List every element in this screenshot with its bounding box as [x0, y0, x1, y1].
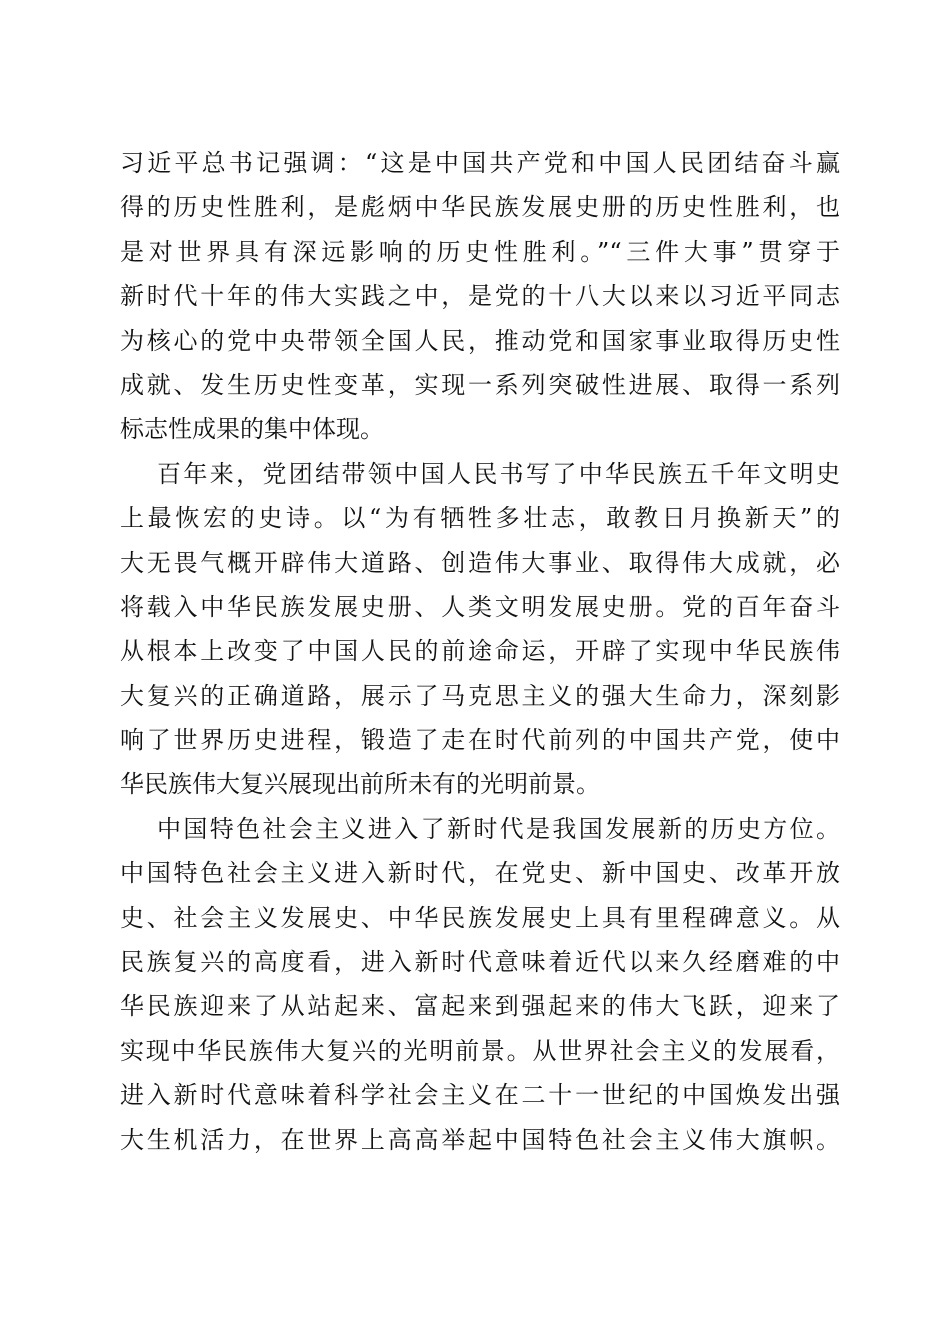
- paragraph-line: 大生机活力，在世界上高高举起中国特色社会主义伟大旗帜。: [120, 1125, 840, 1154]
- paragraph-line: 大无畏气概开辟伟大道路、创造伟大事业、取得伟大成就，必: [120, 548, 840, 577]
- paragraph-line: 上最恢宏的史诗。以“为有牺牲多壮志，敢教日月换新天”的: [120, 504, 840, 533]
- paragraph-2: [120, 452, 840, 807]
- paragraph-line: 实现中华民族伟大复兴的光明前景。从世界社会主义的发展看，: [120, 1036, 840, 1065]
- paragraph-line: 华民族迎来了从站起来、富起来到强起来的伟大飞跃，迎来了: [120, 992, 840, 1021]
- paragraph-line: 百年来，党团结带领中国人民书写了中华民族五千年文明史: [157, 459, 840, 488]
- paragraph-line: 为核心的党中央带领全国人民，推动党和国家事业取得历史性: [120, 326, 840, 355]
- document-body: [120, 141, 840, 1162]
- paragraph-line: 标志性成果的集中体现。: [120, 415, 384, 444]
- paragraph-line: 中国特色社会主义进入新时代，在党史、新中国史、改革开放: [120, 859, 840, 888]
- paragraph-line: 得的历史性胜利，是彪炳中华民族发展史册的历史性胜利，也: [120, 193, 840, 222]
- paragraph-line: 中国特色社会主义进入了新时代是我国发展新的历史方位。: [157, 814, 840, 843]
- paragraph-line: 响了世界历史进程，锻造了走在时代前列的中国共产党，使中: [120, 726, 840, 755]
- paragraph-line: 将载入中华民族发展史册、人类文明发展史册。党的百年奋斗: [120, 592, 840, 621]
- paragraph-1: [120, 141, 840, 452]
- paragraph-line: 成就、发生历史性变革，实现一系列突破性进展、取得一系列: [120, 370, 840, 399]
- paragraph-line: 习近平总书记强调：“这是中国共产党和中国人民团结奋斗赢: [120, 149, 840, 177]
- paragraph-3: [120, 807, 840, 1162]
- paragraph-line: 史、社会主义发展史、中华民族发展史上具有里程碑意义。从: [120, 903, 840, 932]
- paragraph-line: 新时代十年的伟大实践之中，是党的十八大以来以习近平同志: [120, 282, 840, 311]
- paragraph-line: 华民族伟大复兴展现出前所未有的光明前景。: [120, 770, 600, 799]
- paragraph-line: 从根本上改变了中国人民的前途命运，开辟了实现中华民族伟: [120, 637, 840, 666]
- paragraph-line: 民族复兴的高度看，进入新时代意味着近代以来久经磨难的中: [120, 948, 840, 977]
- paragraph-line: 是对世界具有深远影响的历史性胜利。”“三件大事”贯穿于: [120, 237, 840, 266]
- paragraph-line: 进入新时代意味着科学社会主义在二十一世纪的中国焕发出强: [120, 1081, 840, 1110]
- paragraph-line: 大复兴的正确道路，展示了马克思主义的强大生命力，深刻影: [120, 681, 840, 710]
